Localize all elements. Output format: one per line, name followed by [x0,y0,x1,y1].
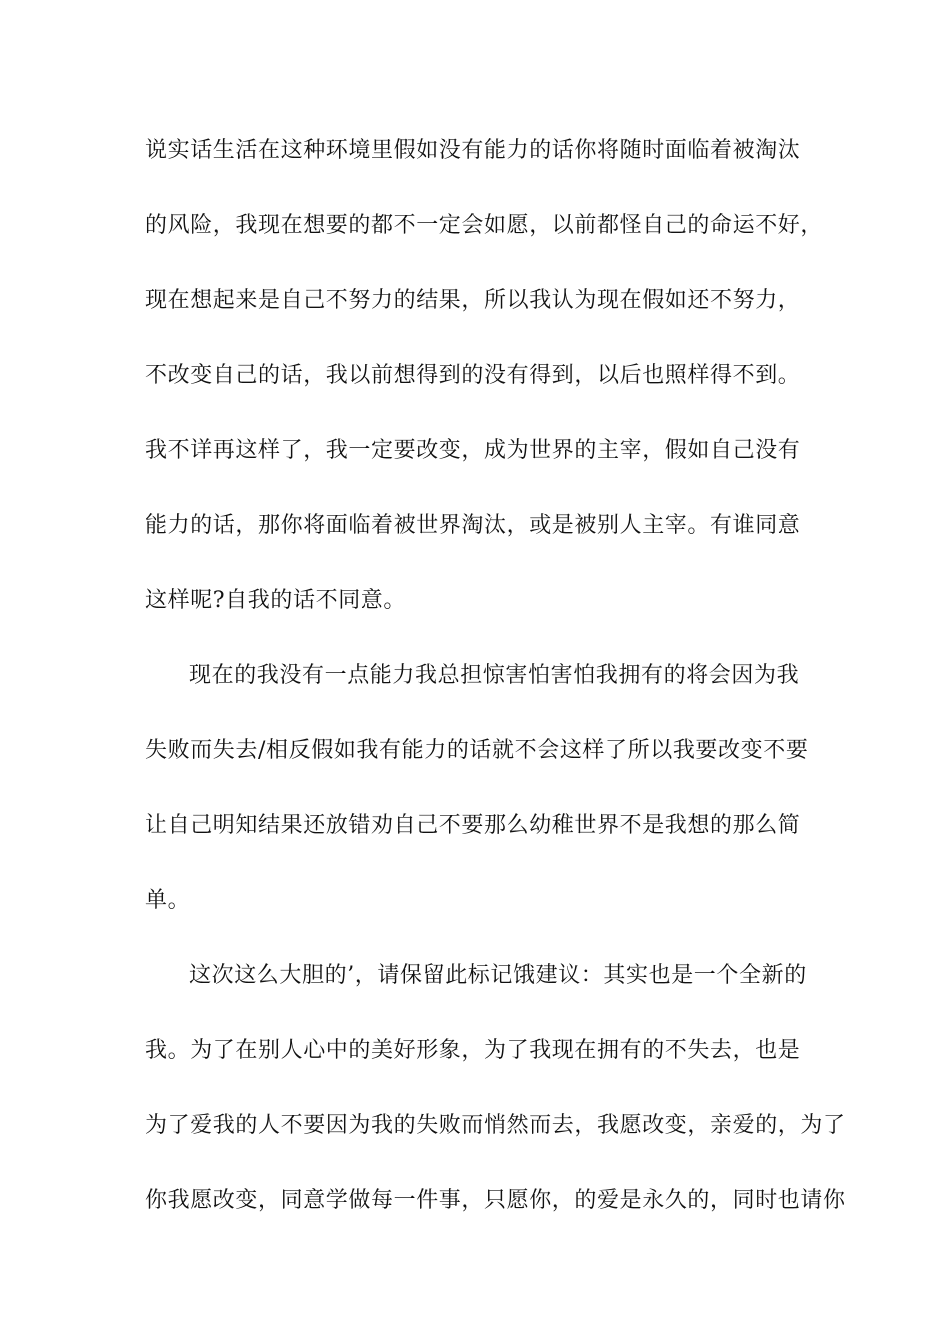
text-line: 单。 [145,888,191,913]
text-line: 的风险，我现在想要的都不一定会如愿，以前都怪自己的命运不好， [145,213,824,238]
text-line: 说实话生活在这种环境里假如没有能力的话你将随时面临着被淘汰 [145,138,801,163]
text-line: 为了爱我的人不要因为我的失败而悄然而去，我愿改变，亲爱的，为了 [145,1113,846,1138]
text-line: 失败而失去/相反假如我有能力的话就不会这样了所以我要改变不要 [145,738,809,763]
text-line: 这样呢?自我的话不同意。 [145,588,406,613]
paragraph-first-line: 这次这么大胆的’，请保留此标记饿建议：其实也是一个全新的 [189,963,807,988]
text-line: 我不详再这样了，我一定要改变，成为世界的主宰，假如自己没有 [145,438,801,463]
text-line: 不改变自己的话，我以前想得到的没有得到，以后也照样得不到。 [145,363,801,388]
text-line: 能力的话，那你将面临着被世界淘汰，或是被别人主宰。有谁同意 [145,513,801,538]
text-line: 现在想起来是自己不努力的结果，所以我认为现在假如还不努力， [145,288,801,313]
paragraph-first-line: 现在的我没有一点能力我总担惊害怕害怕我拥有的将会因为我 [189,663,800,688]
text-line: 你我愿改变，同意学做每一件事，只愿你，的爱是永久的，同时也请你 [145,1188,846,1213]
text-line: 我。为了在别人心中的美好形象，为了我现在拥有的不失去，也是 [145,1038,801,1063]
text-line: 让自己明知结果还放错劝自己不要那么幼稚世界不是我想的那么简 [145,813,801,838]
